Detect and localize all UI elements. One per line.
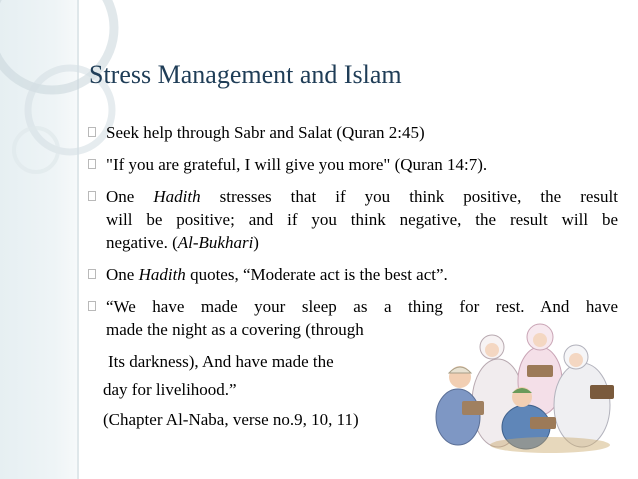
bullet-item <box>88 153 618 176</box>
bullet-item <box>88 263 618 286</box>
bullet-line: made the night as a covering (through <box>106 320 364 339</box>
quote-continuation: day for livelihood.” <box>103 380 237 399</box>
bullet-marker-icon <box>88 159 96 169</box>
quote-continuation: Its darkness), And have made the <box>108 352 334 371</box>
bullet-line: will be positive; and if you think negative, the result will be <box>106 210 618 229</box>
bullet-text: quotes, “Moderate act is the best act”. <box>185 265 448 284</box>
bullet-item <box>88 121 618 144</box>
bullet-marker-icon <box>88 191 96 201</box>
bullet-text: "If you are grateful, I will give you more" (Quran 14:7). <box>106 155 488 174</box>
bullet-text: One <box>106 265 139 284</box>
hadith-term: Hadith <box>138 265 186 284</box>
bullet-text: stresses that if you think positive, the result <box>200 187 618 206</box>
source-reference: Al-Bukhari <box>177 233 254 252</box>
bullet-text: Seek help through Sabr and Salat (Quran 2:45) <box>106 123 425 142</box>
bullet-marker-icon <box>88 127 96 137</box>
bullet-text: ) <box>253 233 259 252</box>
bullet-line <box>106 185 618 208</box>
bullet-line <box>106 231 618 254</box>
hadith-term: Hadith <box>153 187 201 206</box>
verse-citation: (Chapter Al-Naba, verse no.9, 10, 11) <box>103 410 359 429</box>
bullet-marker-icon <box>88 269 96 279</box>
bullet-line: “We have made your sleep as a thing for rest. And have <box>106 297 618 316</box>
bullet-item <box>88 185 618 254</box>
slide-title: Stress Management and Islam <box>89 60 402 89</box>
bullet-text: One <box>106 187 154 206</box>
bullet-marker-icon <box>88 301 96 311</box>
bullet-text: negative. ( <box>106 233 178 252</box>
children-reading-quran-illustration-icon <box>430 305 630 455</box>
